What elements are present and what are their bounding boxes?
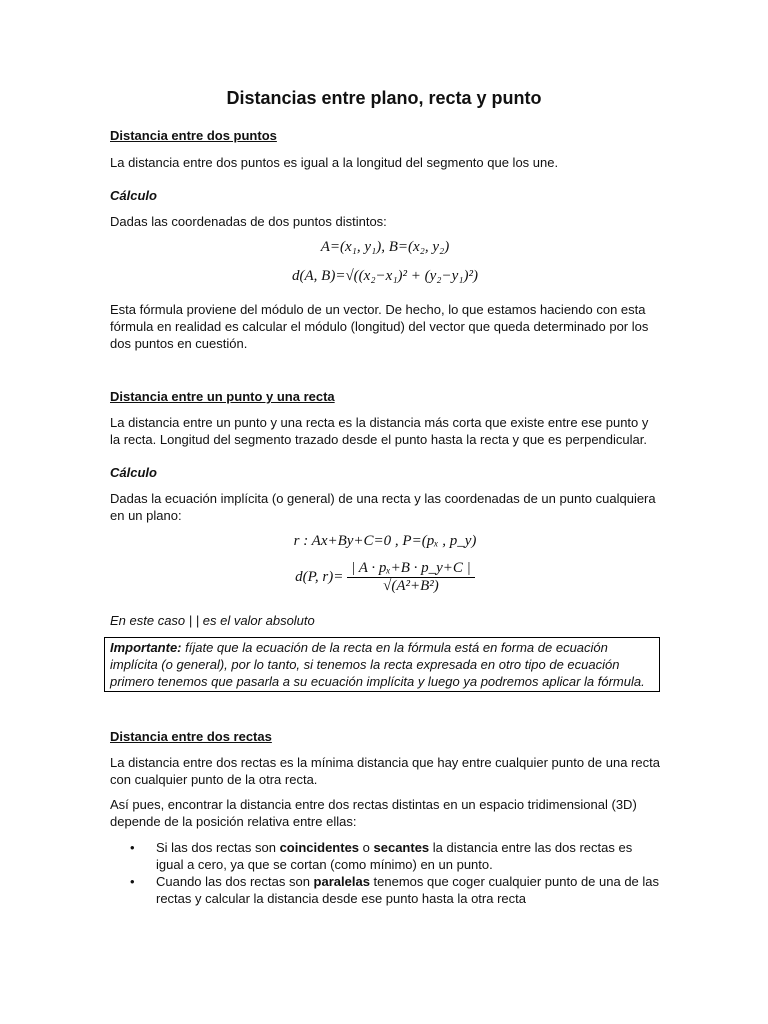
equation-numerator: | A · pₓ+B · p_y+C | <box>347 560 475 578</box>
equation-distance-point-line <box>110 560 660 595</box>
paragraph: Esta fórmula proviene del módulo de un vector. De hecho, lo que estamos haciendo con esta fórmula en realidad es calcular el módulo (longitud) del vector que queda determinado por los dos puntos en cuestión. <box>110 302 649 351</box>
section-heading-two-lines: Distancia entre dos rectas <box>110 729 272 744</box>
important-text: fíjate que la ecuación de la recta en la fórmula está en forma de ecuación implícita (o general), por lo tanto, si tenemos la recta expresada en otro tipo de ecuación primero tenemos que pasarla a su ecuación implícita y luego ya podremos aplicar la fórmula. <box>110 640 645 689</box>
subheading-calculo: Cálculo <box>110 188 157 203</box>
list-item: • Cuando las dos rectas son paralelas tenemos que coger cualquier punto de una de las rectas y calcular la distancia desde ese punto hasta la otra recta <box>130 874 660 906</box>
paragraph: Así pues, encontrar la distancia entre dos rectas distintas en un espacio tridimensional (3D) depende de la posición relativa entre ellas: <box>110 797 637 829</box>
bullet-icon: • <box>130 874 135 889</box>
page-title: Distancias entre plano, recta y punto <box>226 88 542 108</box>
list-item: • Si las dos rectas son coincidentes o secantes la distancia entre las dos rectas es igual a cero, ya que se cortan (como mínimo) en un punto. <box>130 840 633 872</box>
paragraph: La distancia entre dos rectas es la mínima distancia que hay entre cualquier punto de una recta con cualquier punto de la otra recta. <box>110 755 660 787</box>
equation-distance-points: d(A, B)=√((x₂−x₁)² + (y₂−y₁)²) <box>292 268 478 284</box>
term-paralelas: paralelas <box>313 874 370 889</box>
equation-denominator: √(A²+B²) <box>383 578 439 594</box>
section-heading-point-line: Distancia entre un punto y una recta <box>110 389 335 404</box>
note-absolute-value: En este caso | | es el valor absoluto <box>110 613 315 628</box>
paragraph: La distancia entre dos puntos es igual a la longitud del segmento que los une. <box>110 155 559 170</box>
paragraph: Dadas las coordenadas de dos puntos distintos: <box>110 214 387 229</box>
equation-points: A=(x₁, y₁), B=(x₂, y₂) <box>320 239 450 255</box>
section-heading-two-points: Distancia entre dos puntos <box>110 128 277 143</box>
subheading-calculo: Cálculo <box>110 465 157 480</box>
bullet-icon: • <box>130 840 135 855</box>
paragraph: Dadas la ecuación implícita (o general) de una recta y las coordenadas de un punto cualquiera en un plano: <box>110 491 656 523</box>
important-label: Importante: <box>110 640 182 655</box>
term-coincidentes: coincidentes <box>279 840 360 855</box>
equation-line-point: r : Ax+By+C=0 , P=(pₓ , p_y) <box>293 533 477 549</box>
paragraph: La distancia entre un punto y una recta es la distancia más corta que existe entre ese punto y la recta. Longitud del segmento trazado desde el punto hasta la recta y que es perpendicular. <box>110 415 649 447</box>
equation-lhs: d(P, r)= <box>295 568 344 585</box>
term-secantes: secantes <box>373 840 430 855</box>
equation-fraction <box>347 560 475 595</box>
bullet-list <box>110 839 660 907</box>
important-note-box <box>104 637 660 692</box>
